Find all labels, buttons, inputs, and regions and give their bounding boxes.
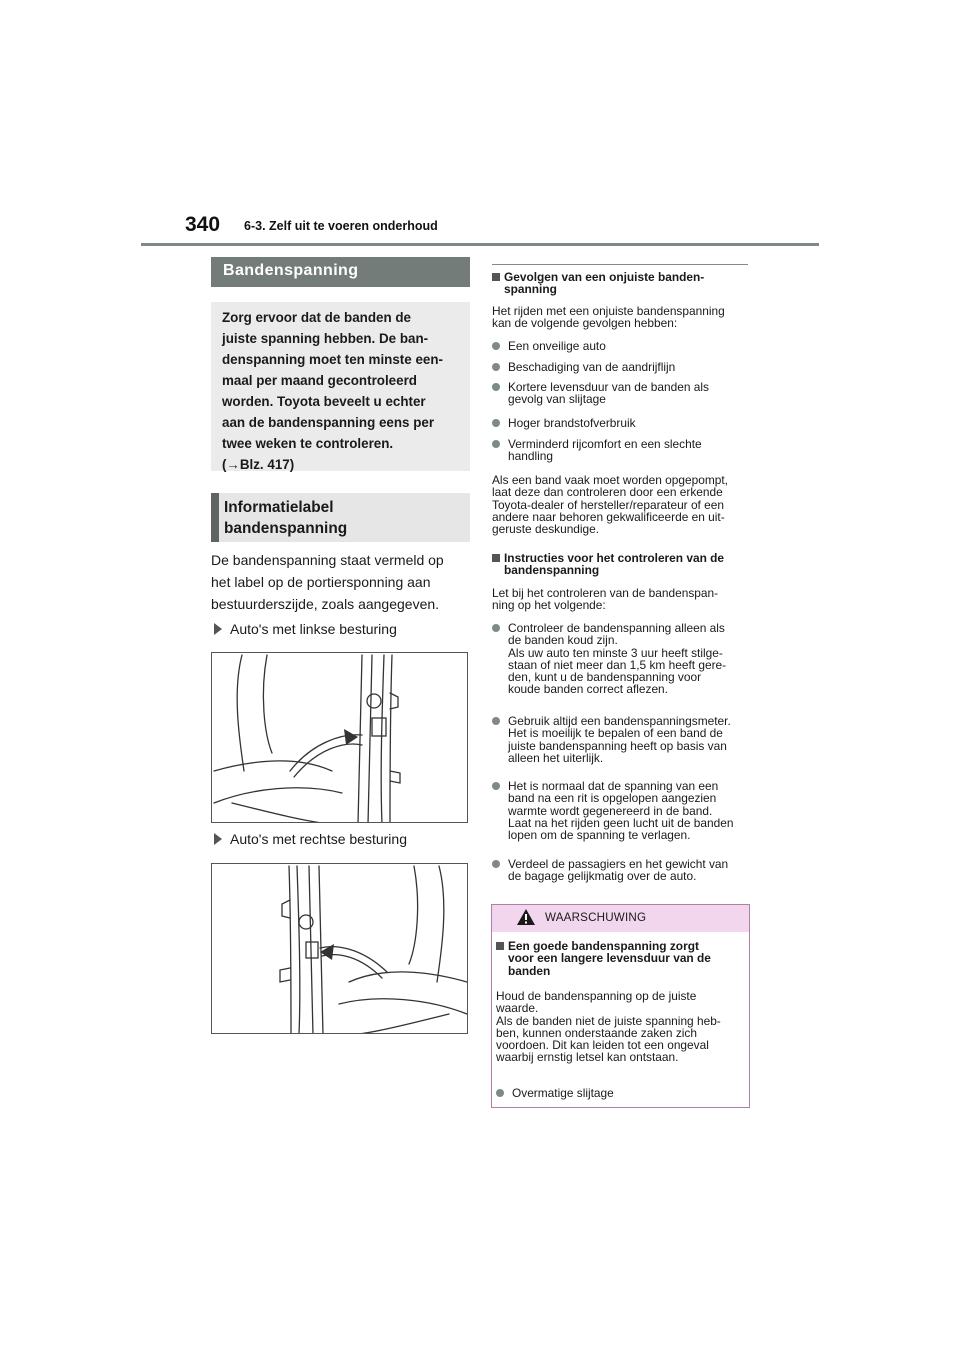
- page-reference-link[interactable]: (→Blz. 417): [222, 457, 295, 472]
- gevolgen-heading: [492, 271, 752, 296]
- warning-heading: [496, 940, 756, 977]
- subheading-rhd: [214, 831, 407, 847]
- bullet-dot-icon: [492, 717, 500, 725]
- text-line: ben, kunnen onderstaande zaken zich: [496, 1025, 697, 1040]
- bullet-dot-icon: [492, 782, 500, 790]
- item-line: Een onveilige auto: [508, 339, 606, 353]
- item-line: koude banden correct aflezen.: [508, 682, 668, 697]
- seat-door-illustration: [212, 653, 468, 823]
- item-line: band na een rit is opgelopen aangezien: [508, 791, 717, 806]
- heading-line: voor een langere levensduur van de: [508, 951, 711, 966]
- item-line: gevolg van slijtage: [508, 392, 606, 407]
- text-line: geruste deskundige.: [492, 522, 600, 537]
- gevolgen-outro: [492, 474, 752, 535]
- item-line: Controleer de bandenspanning alleen als: [508, 621, 725, 635]
- text-line: andere naar behoren gekwalificeerde en uit-: [492, 509, 725, 524]
- section-title-line: Informatielabel: [224, 499, 334, 516]
- bullet-dot-icon: [492, 363, 500, 371]
- page-number: 340: [185, 213, 221, 236]
- intro-box: [211, 302, 470, 471]
- bullet-dot-icon: [492, 342, 500, 350]
- section-title-text: Bandenspanning: [223, 262, 359, 279]
- item-line: Overmatige slijtage: [512, 1086, 614, 1100]
- item-line: Gebruik altijd een bandenspanningsmeter.: [508, 714, 731, 728]
- bullet-dot-icon: [492, 860, 500, 868]
- bullet-dot-icon: [496, 1089, 504, 1097]
- triangle-bullet-icon: [214, 623, 222, 635]
- warning-body: [496, 990, 756, 1064]
- item-line: warmte wordt gegenereerd in de band.: [508, 803, 713, 818]
- seat-door-illustration: [212, 864, 468, 1034]
- heading-line: banden: [508, 963, 551, 978]
- heading-line: Gevolgen van een onjuiste banden-: [504, 270, 705, 284]
- text-line: voordoen. Dit kan leiden tot een ongeval: [496, 1038, 709, 1053]
- intro-line: twee weken te controleren.: [222, 436, 394, 451]
- warning-title: WAARSCHUWING: [545, 911, 647, 924]
- instructies-intro: [492, 587, 752, 612]
- square-bullet-icon: [496, 942, 504, 950]
- text-line: waarbij ernstig letsel kan ontstaan.: [496, 1050, 679, 1065]
- subheading-text: Auto's met linkse besturing: [230, 621, 397, 637]
- bullet-dot-icon: [492, 383, 500, 391]
- item-line: Verdeel de passagiers en het gewicht van: [508, 857, 729, 871]
- square-bullet-icon: [492, 273, 500, 281]
- intro-line: Zorg ervoor dat de banden de: [222, 310, 411, 325]
- top-rule: [492, 264, 748, 265]
- text-line: Toyota-dealer of hersteller/reparateur of een: [492, 497, 724, 512]
- illustration-rhd-door-pillar: [211, 863, 468, 1034]
- text-line: ning op het volgende:: [492, 598, 606, 613]
- warning-triangle-icon: [516, 908, 536, 926]
- item-line: Het is normaal dat de spanning van een: [508, 779, 719, 793]
- text-line: Let bij het controleren van de bandenspan-: [492, 586, 719, 600]
- intro-line: juiste spanning hebben. De ban-: [222, 331, 429, 346]
- item-line: den, kunt u de bandenspanning voor: [508, 670, 702, 685]
- item-line: alleen het uiterlijk.: [508, 750, 604, 765]
- item-line: Als uw auto ten minste 3 uur heeft stilge-: [508, 645, 723, 660]
- intro-line: maal per maand gecontroleerd: [222, 373, 417, 388]
- item-line: staan of niet meer dan 1,5 km heeft gere-: [508, 657, 727, 672]
- subheading-text: Auto's met rechtse besturing: [230, 831, 407, 847]
- item-line: Het is moeilijk te bepalen of een band de: [508, 726, 723, 741]
- item-line: lopen om de spanning te verlagen.: [508, 828, 691, 843]
- illustration-lhd-door-pillar: [211, 652, 468, 823]
- bullet-dot-icon: [492, 419, 500, 427]
- bullet-dot-icon: [492, 440, 500, 448]
- text-line: waarde.: [496, 1001, 539, 1016]
- section-title-bandenspanning: [211, 257, 470, 287]
- section-title-line: bandenspanning: [224, 520, 348, 537]
- text-line: Als de banden niet de juiste spanning heb-: [496, 1013, 721, 1028]
- item-line: de bagage gelijkmatig over de auto.: [508, 869, 697, 884]
- heading-line: Een goede bandenspanning zorgt: [508, 939, 699, 953]
- text-line: Het rijden met een onjuiste bandenspanning: [492, 304, 725, 318]
- item-line: Laat na het rijden geen lucht uit de banden: [508, 815, 734, 830]
- heading-line: bandenspanning: [504, 563, 600, 578]
- chapter-title: 6-3. Zelf uit te voeren onderhoud: [244, 219, 438, 233]
- intro-line: worden. Toyota beveelt u echter: [222, 394, 426, 409]
- heading-line: Instructies voor het controleren van de: [504, 551, 725, 565]
- bullet-dot-icon: [492, 624, 500, 632]
- header-rule: [141, 243, 819, 246]
- body-line: het label op de portiersponning aan: [211, 574, 431, 590]
- item-line: juiste bandenspanning heeft op basis van: [508, 738, 727, 753]
- item-line: Kortere levensduur van de banden als: [508, 380, 709, 394]
- item-line: Hoger brandstofverbruik: [508, 416, 636, 430]
- heading-line: spanning: [504, 282, 557, 297]
- body-line: bestuurderszijde, zoals aangegeven.: [211, 596, 440, 612]
- section-accent-bar: [211, 493, 219, 542]
- square-bullet-icon: [492, 554, 500, 562]
- text-line: Als een band vaak moet worden opgepompt,: [492, 473, 728, 487]
- intro-line: denspanning moet ten minste een-: [222, 352, 443, 367]
- item-line: Verminderd rijcomfort en een slechte: [508, 437, 702, 451]
- instructies-heading: [492, 552, 752, 577]
- intro-line: aan de bandenspanning eens per: [222, 415, 435, 430]
- section-title-informatielabel: [211, 493, 470, 542]
- subheading-lhd: [214, 621, 397, 637]
- item-line: de banden koud zijn.: [508, 633, 618, 648]
- item-line: handling: [508, 449, 553, 464]
- gevolgen-intro: [492, 305, 752, 330]
- text-line: kan de volgende gevolgen hebben:: [492, 316, 678, 331]
- text-line: laat deze dan controleren door een erkende: [492, 485, 723, 500]
- triangle-bullet-icon: [214, 833, 222, 845]
- item-line: Beschadiging van de aandrijflijn: [508, 360, 676, 374]
- body-line: De bandenspanning staat vermeld op: [211, 552, 444, 568]
- text-line: Houd de bandenspanning op de juiste: [496, 989, 697, 1003]
